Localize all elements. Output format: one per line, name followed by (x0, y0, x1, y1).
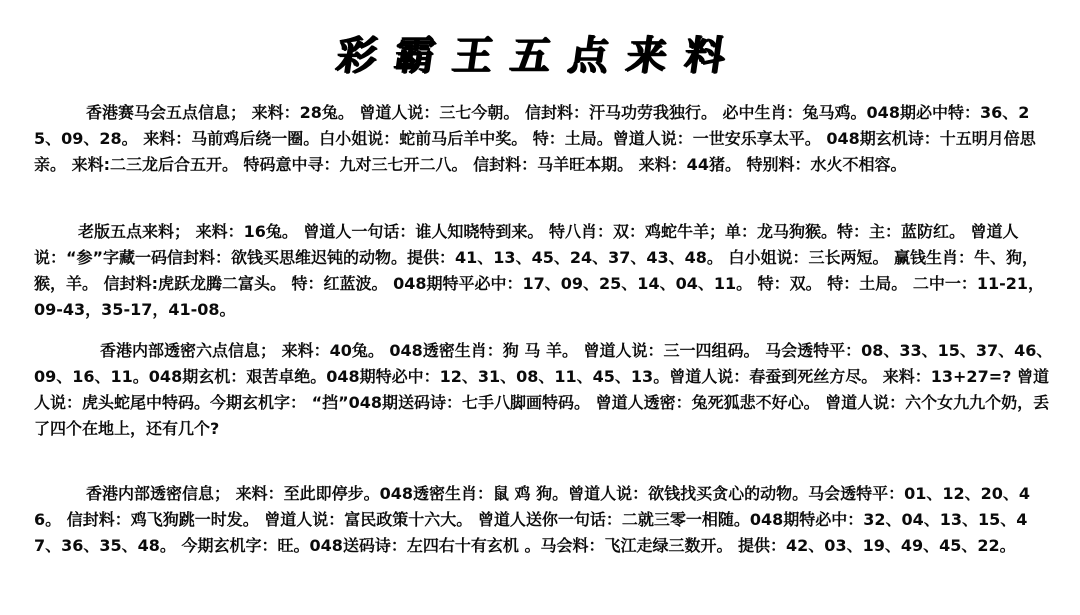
paragraph-text: 香港赛马会五点信息； 来料：28兔。 曾道人说：三七今朝。 信封料：汗马功劳我独行。 必中生肖：兔马鸡。048期必中特：36、25、09、28。 来料：马前鸡后绕一圈。白小姐说：蛇前马后羊中奖。 特：土局。曾道人说：一世安乐享太平。 048期玄机诗：十五明月倍思亲。 来料:二三龙后合五开。 特码意中寻：九对三七开二八。 信封料：马羊旺本期。 来料：44猪。 特别料：水火不相容。 (34, 103, 1036, 174)
paragraph-text: 香港内部透密信息； 来料：至此即停步。048透密生肖：鼠 鸡 狗。曾道人说：欲钱找买贪心的动物。马会透特平：01、12、20、46。 信封料：鸡飞狗跳一时发。 曾道人说：富民政策十六大。 曾道人送你一句话：二就三零一相随。048期特必中：32、04、13、15、47、36、35、48。 今期玄机字：旺。048送码诗：左四右十有玄机 。马会料：飞江走绿三数开。 提供：42、03、19、49、45、22。 (34, 484, 1031, 555)
page-title: 彩霸王五点来料 (333, 32, 747, 79)
paragraph-old-version-five-point (34, 219, 1054, 323)
paragraph-hk-jockey-five-point-info (34, 100, 1054, 178)
paragraph-text: 老版五点来料； 来料：16兔。 曾道人一句话：谁人知晓特到来。 特八肖：双：鸡蛇牛羊；单：龙马狗猴。特：主：蓝防红。 曾道人说：“参”字藏一码信封料：欲钱买思维迟钝的动物。提供：41、13、45、24、37、43、48。 白小姐说：三长两短。 赢钱生肖：牛、狗，猴，羊。 信封料:虎跃龙腾二富头。 特：红蓝波。 048期特平必中：17、09、25、14、04、11。 特：双。 特：土局。 二中一：11-21，09-43，35-17，41-08。 (34, 222, 1044, 319)
paragraph-hk-internal-six-point-info (34, 338, 1054, 442)
paragraph-hk-internal-info (34, 481, 1054, 559)
paragraph-text: 香港内部透密六点信息； 来料：40兔。 048透密生肖：狗 马 羊。 曾道人说：三一四组码。 马会透特平：08、33、15、37、46、09、16、11。048期玄机：艰苦卓绝。048期特必中：12、31、08、11、45、13。曾道人说：春蚕到死丝方尽。 来料：13+27=? 曾道人说：虎头蛇尾中特码。今期玄机字： “挡”048期送码诗：七手八脚画特码。 曾道人透密：兔死狐悲不好心。 曾道人说：六个女九九个奶，丢了四个在地上，还有几个? (34, 341, 1053, 438)
